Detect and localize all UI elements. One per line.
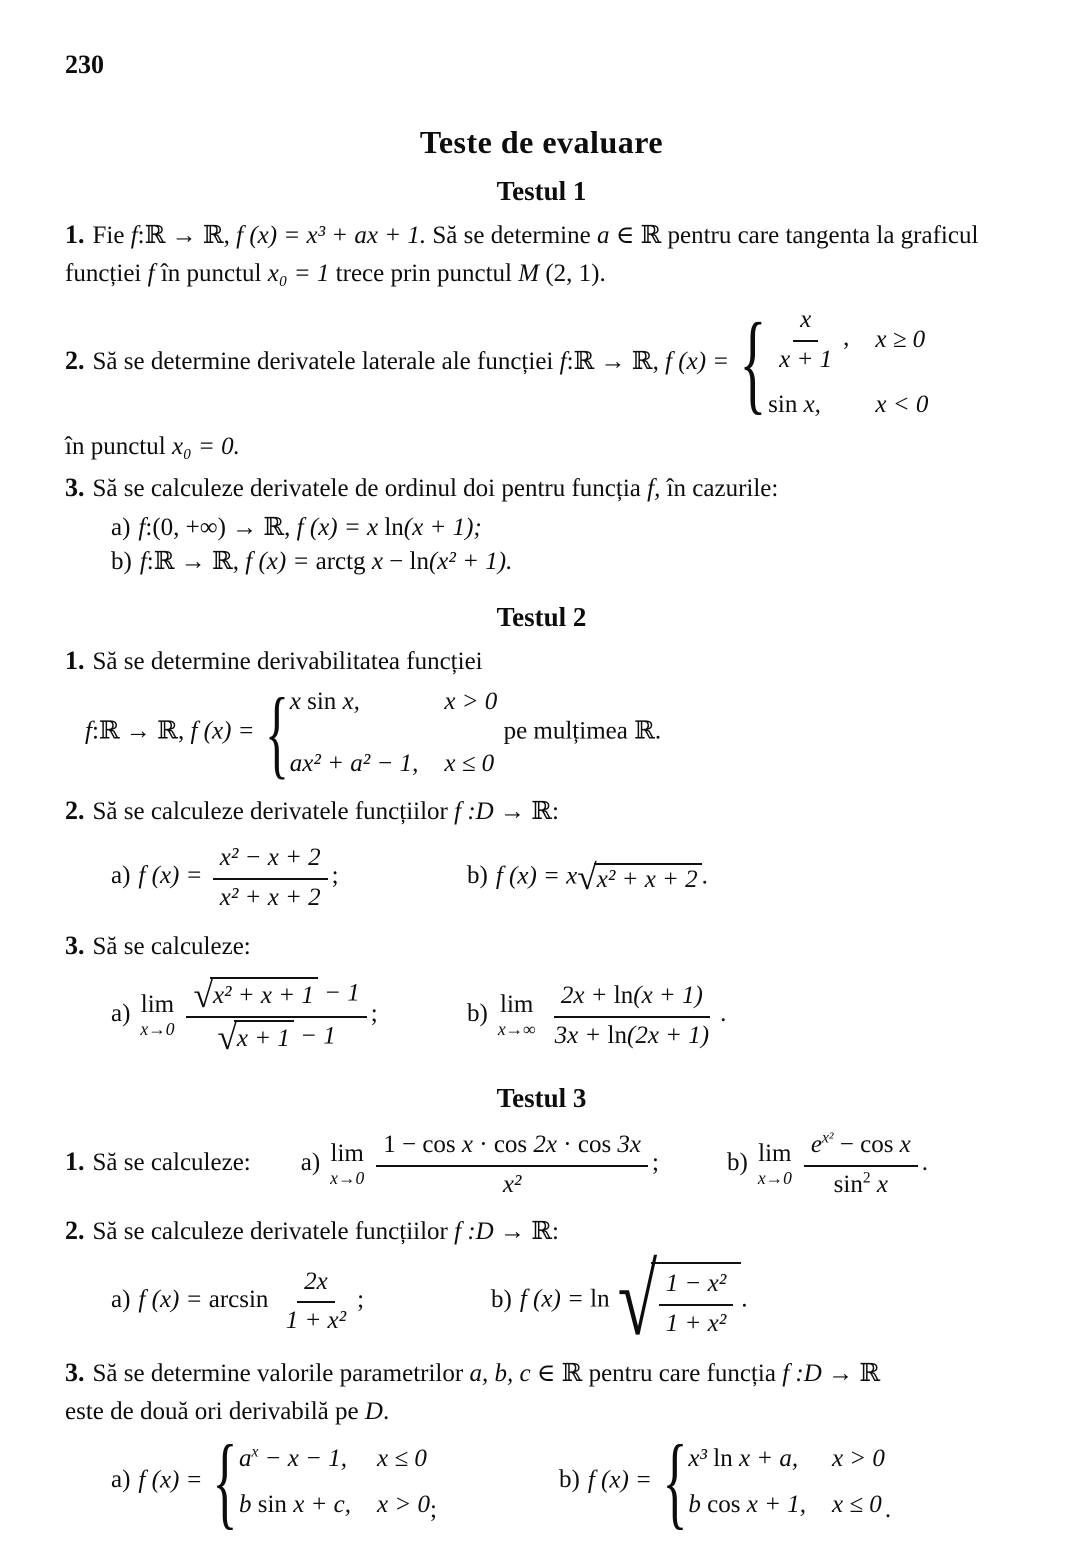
fraction-numerator [186,976,366,1018]
fraction-denominator [210,1018,342,1056]
function-name: sin [307,688,343,715]
limit-operator [498,992,536,1039]
punctuation: ; [370,1000,378,1028]
math-run: x [461,1131,473,1158]
text-run: Să se determine [426,222,597,249]
punctuation: . [921,1149,929,1177]
text-run: :ℝ → ℝ, [146,548,246,575]
radicand: x + 1 [234,1020,294,1056]
function-name: ln [613,982,634,1009]
item-a [111,974,467,1058]
punctuation: . [741,1285,748,1313]
item-label: b) [467,1000,488,1028]
fraction [279,1265,353,1338]
radicand: x² + x + 2 [594,863,702,894]
punctuation: . [720,1000,727,1028]
math-run: x [371,548,383,575]
item-label: a) [111,1000,131,1028]
math-run: a [239,1444,252,1472]
item-label: a) [111,514,131,541]
math-run: − [833,1131,861,1158]
math-run: f (x) = [245,548,316,575]
item-label: a) [111,1466,131,1494]
function-name: sin [257,1490,294,1518]
left-brace: { [212,1424,238,1539]
fraction-numerator: x [793,303,818,342]
radicand: x² + x + 1 [210,977,318,1013]
text-run: . [382,1398,390,1425]
fraction-numerator: 1 − x² [659,1267,733,1306]
limit-word: lim [330,1140,364,1168]
math-run: f (x) = [138,862,209,890]
math-run: 3x + [554,1021,608,1049]
limit-operator [758,1141,792,1188]
function-name: sin [833,1170,863,1198]
problem-number: 3. [65,931,85,960]
fraction-numerator [804,1128,918,1167]
text-run: :ℝ → ℝ, [91,717,191,745]
math-run: f (x) = x [296,514,385,541]
exponent: x [251,1443,259,1461]
math-run: − 1 [317,979,360,1007]
item-label: b) [111,548,132,575]
math-run: f (x) = [138,1285,209,1313]
item-label: a) [111,1285,131,1313]
problem-number: 1. [65,1147,85,1177]
math-run: f (x) = x³ + ax + 1. [236,222,427,249]
square-root [193,974,317,1015]
test-1-title: Testul 1 [496,176,587,206]
item-label: a) [111,862,131,890]
case-condition: x ≤ 0 [377,1444,427,1472]
case-expression [290,683,419,721]
item-a [111,841,467,914]
case-expression [688,1445,806,1473]
page-number: 230 [65,50,104,79]
text-run: → ℝ [821,1360,881,1387]
fraction-denominator [827,1167,895,1202]
math-run: f (x) = [190,717,261,745]
fraction-denominator: 1 + x² [285,1307,347,1334]
item-label: b) [491,1285,512,1313]
limit-subscript: x→0 [140,1019,175,1040]
text-run: − [382,548,410,575]
math-run: f [559,348,567,376]
math-run: f [130,222,138,249]
math-run: x + c, [293,1490,351,1518]
limit-word: lim [758,1140,792,1168]
test-3-title: Testul 3 [496,1083,587,1113]
left-brace: { [662,1424,688,1539]
item-label: a) [300,1149,321,1177]
math-run: x, [342,688,360,715]
t1-problem-2-continuation [65,428,1018,466]
function-name: arctg [315,548,372,575]
math-run: x₀ = 1 [267,260,330,287]
t3-problem-1 [65,1128,1018,1201]
piecewise-cases [737,300,929,425]
text-run: :(0, +∞) → ℝ, [145,514,297,541]
fraction-denominator: x² + x + 2 [219,883,321,911]
radicand [651,1262,741,1340]
punctuation: ; [652,1149,659,1177]
function-name: ln [409,548,429,575]
fraction [804,1128,918,1201]
limit-operator [330,1141,364,1188]
item-b [727,1128,928,1201]
function-name: cos [577,1131,618,1158]
math-run: (x + 1) [633,982,703,1009]
fraction [772,303,839,376]
math-run: f :D [454,798,494,825]
radical-sign: √ [217,1017,237,1058]
function-name: cos [860,1131,900,1158]
fraction [548,979,717,1052]
t1-problem-2 [65,300,1018,425]
math-run: x + 1, [746,1490,806,1518]
math-run: (x + 1); [403,514,482,541]
fraction-denominator: x + 1 [779,345,833,373]
problem-number: 2. [65,1216,85,1245]
piecewise-cases [263,677,498,788]
function-name: cos [493,1131,534,1158]
math-run: a [596,222,610,249]
function-name: cos [707,1490,747,1518]
function-name: ln [590,1285,616,1313]
math-run: 2x + [560,982,614,1009]
case-condition: x ≤ 0 [444,750,495,777]
separator: , [843,324,850,352]
case-condition: x > 0 [377,1490,430,1518]
math-run: f (x) = [587,1466,659,1494]
math-run: f [85,717,92,745]
item-b [467,856,708,897]
punctuation: . [701,862,708,890]
math-run: e [810,1131,822,1158]
limit-operator [140,992,174,1039]
text-run: este de două ori derivabilă pe [65,1398,365,1425]
math-run: x [899,1131,911,1158]
fraction [376,1128,648,1201]
case-expression [239,1491,351,1519]
item-b [559,1424,892,1539]
square-root [217,1017,293,1058]
text-run: în punctul [65,433,172,460]
math-run: f (x) = [138,1466,209,1494]
math-run: f :D [454,1218,494,1245]
fraction-denominator: x² [502,1170,522,1198]
function-name: sin [768,391,804,418]
exponent: 2 [862,1169,871,1187]
case-expression [768,386,849,424]
math-run: − x − 1, [258,1444,347,1472]
math-run: x, [803,391,821,418]
text-run: :ℝ → ℝ, [137,222,237,249]
radical-sign: √ [577,856,597,897]
t2-problem-3 [65,926,1018,966]
t1-problem-3-item-b [111,546,1018,576]
text-run: în cazurile: [660,475,779,502]
t2-problem-2 [65,791,1018,831]
math-run: f [139,548,147,575]
case-condition: x < 0 [875,391,929,418]
text-run: ∈ ℝ pentru care funcția [530,1360,783,1387]
text-run: în punctul [154,260,268,287]
text-run: Să se calculeze: [92,1149,251,1177]
radical-sign: √ [617,1245,658,1356]
problem-number: 2. [65,346,85,376]
function-name: cos [422,1131,462,1158]
text-run: trece prin punctul [329,260,519,287]
text-run: Să se calculeze derivatele de ordinul doi pentru funcția [92,475,648,502]
math-run: x [870,1170,888,1198]
function-name: ln [607,1021,627,1049]
t3-problem-2 [65,1211,1018,1251]
math-run: f (x) = x [495,862,578,890]
square-root [617,1245,741,1356]
punctuation: ; [429,1496,437,1524]
punctuation: ; [357,1285,365,1313]
fraction-numerator: 2x [297,1265,335,1304]
limit-subscript: x→∞ [497,1019,536,1040]
text-run: Să se calculeze derivatele funcțiilor [92,798,455,825]
punctuation: ; [331,862,339,890]
math-run: x₀ = 0. [171,433,240,460]
fraction [213,841,328,914]
fraction-numerator [376,1128,648,1167]
t2-problem-1-equation [85,677,1018,788]
math-run: − 1 [293,1021,336,1049]
limit-subscript: x→0 [757,1168,792,1189]
math-run: 1 − [383,1131,423,1158]
math-run: a, b, c [469,1360,531,1387]
fraction-denominator [548,1018,717,1053]
t3-problem-3-items [111,1424,1018,1539]
case-expression [768,303,849,376]
text-run: :ℝ → ℝ, [566,348,666,376]
problem-number: 3. [65,1358,85,1387]
math-run: x³ [688,1444,714,1472]
limit-word: lim [500,991,534,1019]
math-run: 2x [533,1131,558,1158]
square-root [577,856,701,897]
t1-problem-1 [65,215,1018,293]
problem-number: 3. [65,473,85,502]
item-label: b) [467,862,488,890]
function-name: ln [384,514,404,541]
text-run: pe mulțimea ℝ. [497,717,662,745]
math-run: x [289,688,308,715]
fraction-numerator [554,979,710,1018]
text-run: ∈ ℝ pentru care tangenta la graficul funcției [65,222,979,287]
fraction-numerator: x² − x + 2 [213,841,328,880]
math-run: f (x) = [665,348,736,376]
math-run: (x² + 1). [428,548,513,575]
math-run: b [688,1490,708,1518]
math-run: b [239,1490,258,1518]
limit-word: lim [140,991,175,1019]
t1-problem-3-item-a [111,512,1018,542]
math-run: f :D [782,1360,822,1387]
piecewise-cases [211,1424,430,1539]
item-b [467,979,726,1052]
math-run: f, [647,475,661,502]
text-run: Să se calculeze: [92,933,251,960]
math-run: f [147,260,155,287]
math-run: M [518,260,540,287]
radical-sign: √ [193,974,213,1015]
fraction-denominator: 1 + x² [665,1309,727,1337]
math-run: x + a, [738,1444,799,1472]
document-title: Teste de evaluare [419,124,664,160]
math-run: f [138,514,146,541]
test-2-title: Testul 2 [496,602,587,632]
text-run: Să se determine derivatele laterale ale funcției [92,348,560,376]
t2-problem-3-items [111,974,1018,1058]
case-condition: x ≤ 0 [831,1490,882,1518]
math-run: · [557,1131,578,1158]
fraction [659,1267,733,1340]
text-run: (2, 1). [539,260,606,287]
fraction [186,974,366,1058]
text-run: → ℝ: [493,798,559,825]
text-run: Să se calculeze derivatele funcțiilor [92,1218,455,1245]
t3-problem-2-items [111,1245,1018,1356]
limit-subscript: x→0 [330,1168,365,1189]
function-name: arcsin [208,1285,275,1313]
left-brace: { [739,300,767,425]
item-a [111,1424,559,1539]
math-run: D [364,1398,383,1425]
t2-problem-2-items [111,841,1018,914]
text-run: → ℝ: [493,1218,559,1245]
left-brace: { [264,677,289,788]
item-label: b) [559,1466,580,1494]
text-run: Să se determine derivabilitatea funcției [92,648,483,675]
t1-problem-3 [65,468,1018,508]
math-run: (2x + 1) [627,1021,710,1049]
math-run: 3x [617,1131,642,1158]
text-run: Fie [92,222,131,249]
item-label: b) [726,1149,748,1177]
item-a [301,1128,659,1201]
punctuation: . [884,1496,892,1524]
case-condition: x > 0 [444,688,498,715]
math-run: f (x) = [519,1285,591,1313]
case-condition: x > 0 [831,1444,885,1472]
function-name: ln [713,1444,739,1472]
t2-problem-1 [65,641,1018,681]
text-run: Să se determine valorile parametrilor [92,1360,470,1387]
problem-number: 1. [65,646,85,675]
case-expression: ax² + a² − 1, [289,750,419,777]
item-a [111,1265,491,1338]
item-b [491,1245,748,1356]
math-run: · [473,1131,494,1158]
exponent: x² [821,1129,834,1147]
t3-problem-3 [65,1353,1018,1431]
case-expression [239,1445,351,1473]
piecewise-cases [660,1424,885,1539]
case-condition: x ≥ 0 [875,325,926,353]
case-expression [688,1491,806,1519]
problem-number: 1. [65,220,85,249]
problem-number: 2. [65,796,85,825]
